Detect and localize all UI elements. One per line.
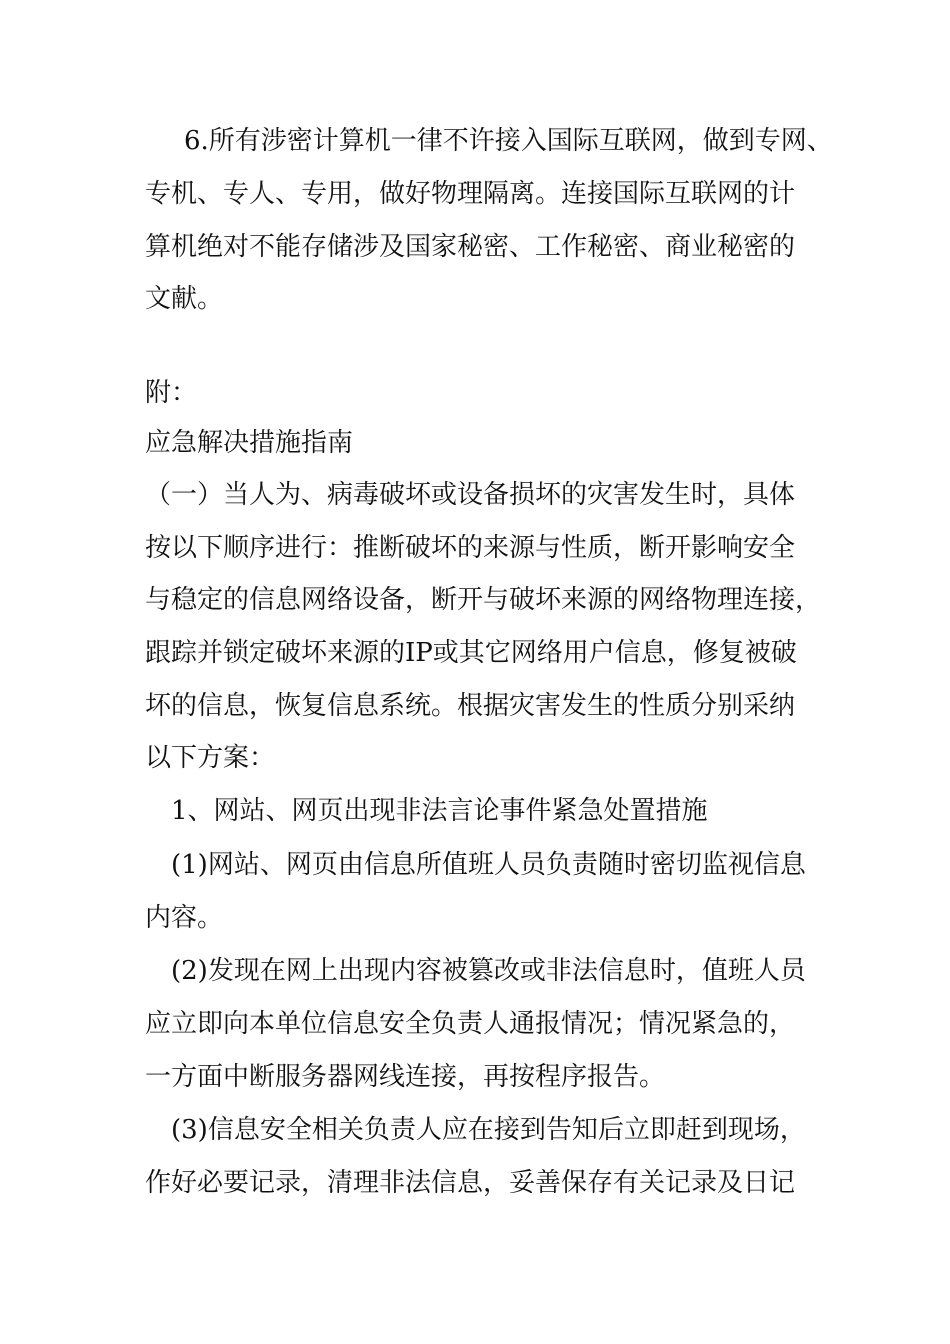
paragraph-line: 一方面中断服务器网线连接，再按程序报告。 (145, 1062, 666, 1092)
paragraph-line: 算机绝对不能存储涉及国家秘密、工作秘密、商业秘密的 (145, 232, 796, 262)
paragraph-line: 6.所有涉密计算机一律不许接入国际互联网，做到专网、 (184, 126, 833, 156)
appendix-label: 附： (145, 378, 198, 408)
paragraph-line: 内容。 (145, 903, 224, 933)
paragraph-line: (3)信息安全相关负责人应在接到告知后立即赶到现场， (171, 1115, 806, 1145)
paragraph-line: 坏的信息，恢复信息系统。根据灾害发生的性质分别采纳 (145, 691, 796, 721)
paragraph-line: 按以下顺序进行：推断破坏的来源与性质，断开影响安全 (145, 533, 796, 563)
paragraph-line: 跟踪并锁定破坏来源的IP或其它网络用户信息，修复被破 (145, 638, 797, 668)
paragraph-line: 应立即向本单位信息安全负责人通报情况；情况紧急的， (145, 1009, 796, 1039)
paragraph-line: 文献。 (145, 284, 224, 314)
paragraph-line: (2)发现在网上出现内容被篡改或非法信息时，值班人员 (171, 956, 806, 986)
paragraph-line: 与稳定的信息网络设备，断开与破坏来源的网络物理连接， (145, 585, 822, 615)
paragraph-line: 作好必要记录，清理非法信息，妥善保存有关记录及日记 (145, 1168, 796, 1198)
paragraph-line: （一）当人为、病毒破坏或设备损坏的灾害发生时，具体 (145, 480, 796, 510)
paragraph-line: (1)网站、网页由信息所值班人员负责随时密切监视信息 (171, 850, 806, 880)
paragraph-line: 专机、专人、专用，做好物理隔离。连接国际互联网的计 (145, 179, 796, 209)
item-1-heading: 1、网站、网页出现非法言论事件紧急处置措施 (171, 796, 708, 826)
appendix-title: 应急解决措施指南 (145, 428, 354, 458)
paragraph-line: 以下方案： (145, 743, 276, 773)
